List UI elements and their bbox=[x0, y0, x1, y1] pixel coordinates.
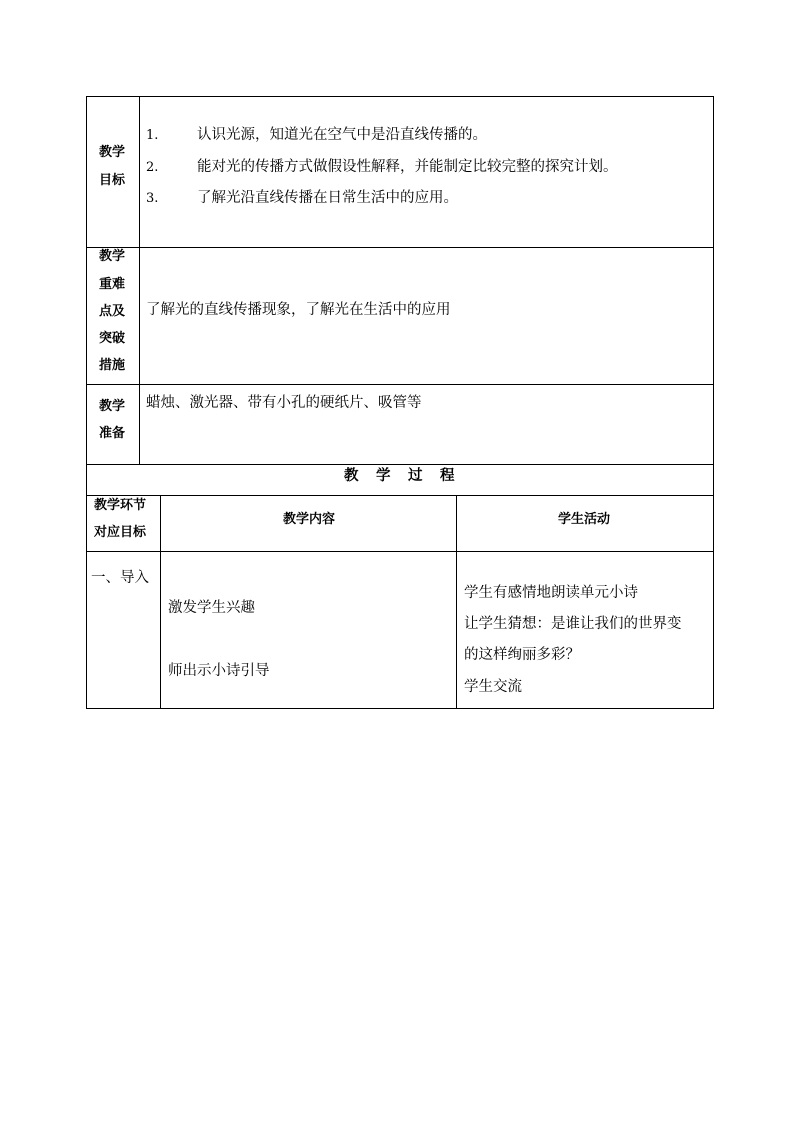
process-title-char-1: 教 bbox=[344, 468, 359, 484]
goal-number-2: 2. bbox=[146, 160, 159, 175]
goal-number-1: 1. bbox=[146, 128, 159, 143]
header-content: 教学内容 bbox=[283, 512, 336, 527]
row-divider-process-title bbox=[86, 495, 714, 496]
stage-column-divider bbox=[160, 495, 161, 709]
row-content-line-2: 师出示小诗引导 bbox=[168, 663, 270, 679]
keypoints-label-line-1: 教学 bbox=[99, 249, 126, 264]
process-title-char-2: 学 bbox=[376, 468, 391, 484]
row-activity-line-4: 学生交流 bbox=[464, 679, 522, 695]
preparation-label-line-1: 教学 bbox=[99, 399, 126, 414]
row-activity-line-1: 学生有感情地朗读单元小诗 bbox=[464, 585, 638, 601]
label-column-divider bbox=[139, 96, 140, 465]
row-divider-preparation bbox=[86, 464, 714, 465]
header-stage-line-1: 教学环节 bbox=[94, 498, 147, 513]
table-border-right bbox=[713, 96, 714, 709]
header-activity: 学生活动 bbox=[558, 512, 611, 527]
goals-label-line-1: 教学 bbox=[99, 145, 126, 160]
keypoints-label-line-5: 措施 bbox=[99, 358, 126, 373]
goal-number-3: 3. bbox=[146, 191, 159, 206]
process-title-char-3: 过 bbox=[408, 468, 423, 484]
row-stage: 一、导入 bbox=[91, 570, 149, 586]
goal-text-2: 能对光的传播方式做假设性解释，并能制定比较完整的探究计划。 bbox=[197, 159, 618, 175]
goals-label-line-2: 目标 bbox=[99, 173, 126, 188]
table-border-bottom bbox=[86, 708, 714, 709]
keypoints-label-line-3: 点及 bbox=[99, 304, 126, 319]
row-content-line-1: 激发学生兴趣 bbox=[168, 600, 255, 616]
table-border-left bbox=[86, 96, 87, 709]
preparation-text: 蜡烛、激光器、带有小孔的硬纸片、吸管等 bbox=[146, 395, 422, 411]
goal-text-1: 认识光源，知道光在空气中是沿直线传播的。 bbox=[197, 127, 487, 143]
keypoints-label-line-4: 突破 bbox=[99, 331, 126, 346]
process-title-char-4: 程 bbox=[440, 468, 455, 484]
row-divider-goals bbox=[86, 247, 714, 248]
row-activity-line-2: 让学生猜想：是谁让我们的世界变 bbox=[464, 616, 682, 632]
header-stage-line-2: 对应目标 bbox=[94, 525, 147, 540]
keypoints-label-line-2: 重难 bbox=[99, 277, 126, 292]
preparation-label-line-2: 准备 bbox=[99, 426, 126, 441]
goal-text-3: 了解光沿直线传播在日常生活中的应用。 bbox=[197, 190, 458, 206]
row-divider-keypoints bbox=[86, 384, 714, 385]
table-border-top bbox=[86, 96, 714, 97]
activity-column-divider bbox=[456, 495, 457, 709]
row-activity-line-3: 的这样绚丽多彩？ bbox=[464, 647, 580, 663]
row-divider-process-header bbox=[86, 551, 714, 552]
keypoints-text: 了解光的直线传播现象，了解光在生活中的应用 bbox=[146, 302, 451, 318]
